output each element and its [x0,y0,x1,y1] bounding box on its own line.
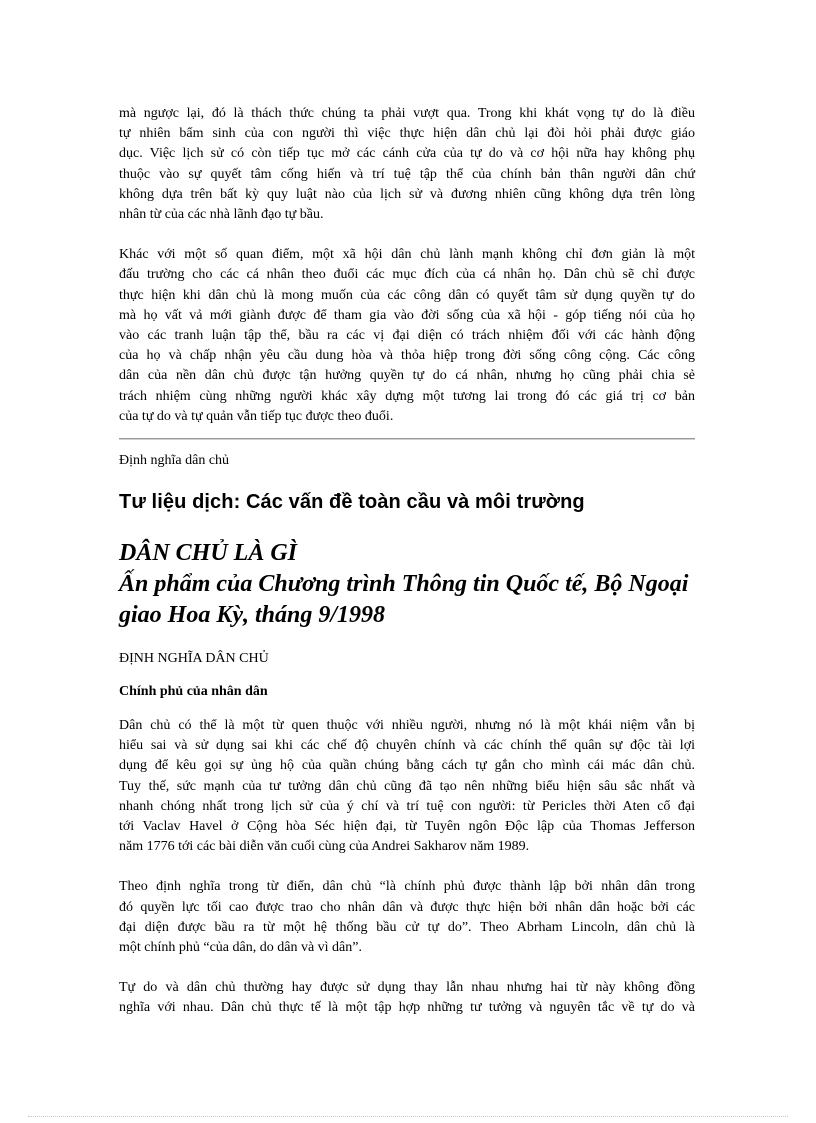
paragraph-line: của tự do và tự quản vẫn tiếp tục được theo đuổi. [119,408,394,424]
paragraph-line: Tuy thế, sức mạnh của tư tưởng dân chủ cũng đã tạo nên những biểu hiện sâu sắc nhất và [119,778,695,794]
paragraph-line: trách nhiệm cùng những người khác xây dựng một tương lai trong đó các giá trị cơ bản [119,388,695,404]
top-paragraphs [119,104,695,427]
paragraph-line: thuộc vào sự quyết tâm cống hiến và trí tuệ tập thể của chính bản thân người dân chứ [119,166,695,182]
paragraph-line: một chính phủ “của dân, do dân và vì dân”. [119,940,362,956]
paragraph-line: nhanh chóng nhất trong lịch sử của ý chí và trí tuệ con người: từ Pericles thời Aten cổ đại [119,798,695,814]
paragraph-line: Dân chủ có thể là một từ quen thuộc với nhiều người, nhưng nó là một khái niệm vẫn bị [119,718,695,734]
paragraph [119,104,695,225]
bottom-paragraphs [119,716,695,1019]
paragraph-line: mà ngược lại, đó là thách thức chúng ta phải vượt qua. Trong khi khát vọng tự do là điều [119,106,695,121]
paragraph [119,716,695,857]
document-content [119,104,695,1019]
paragraph [119,978,695,1018]
paragraph-line: Khác với một số quan điểm, một xã hội dân chủ lành mạnh không chỉ đơn giản là một [119,247,695,263]
paragraph-line: đó quyền lực tối cao được trao cho nhân dân và được thực hiện bởi nhân dân hoặc bởi các [119,899,695,915]
section-title: Tư liệu dịch: Các vấn đề toàn cầu và môi trường [119,491,585,514]
paragraph-line: dục. Việc lịch sử có còn tiếp tục mở các cánh cửa của tự do và cơ hội nữa hay không phụ [119,146,695,162]
paragraph-line: không dựa trên bất kỳ quy luật nào của lịch sử và đương nhiên cũng không dựa trên lòng [119,186,695,202]
paragraph-gap [119,857,695,877]
paragraph-gap [119,225,695,245]
paragraph-line: của họ và chấp nhận yêu cầu dung hòa và thỏa hiệp trong đời sống công cộng. Các công [119,348,695,364]
paragraph-line: đại diện được bầu ra từ một hệ thống bầu cử tự do”. Theo Abrham Lincoln, dân chủ là [119,919,695,935]
page-bottom-border [28,1116,788,1117]
paragraph [119,877,695,958]
paragraph-line: Theo định nghĩa trong từ điển, dân chủ “là chính phủ được thành lập bởi nhân dân trong [119,879,695,895]
paragraph-line: Tự do và dân chủ thường hay được sử dụng thay lẫn nhau nhưng hai từ này không đồng [119,980,695,996]
main-title [119,538,695,631]
paragraph-line: thực hiện khi dân chủ là mong muốn của các công dân có quyết tâm sử dụng quyền tự do [119,287,695,303]
paragraph-line: hiểu sai và sử dụng sai khi các chế độ chuyên chính và các chính thể quân sự độc tài lợi [119,738,695,754]
main-title-line-3: giao Hoa Kỳ, tháng 9/1998 [119,602,386,629]
paragraph-line: nghĩa với nhau. Dân chủ thực tế là một tập hợp những tư tưởng và nguyên tắc về tự do và [119,1000,695,1016]
paragraph [119,245,695,427]
definition-heading: ĐỊNH NGHĨA DÂN CHỦ [119,651,269,667]
paragraph-line: dân của nền dân chủ được tận hưởng quyền tự do cá nhân, nhưng họ cũng phải chia sẻ [119,368,695,384]
paragraph-line: nhân từ của các nhà lãnh đạo tự bầu. [119,207,324,223]
section-label: Định nghĩa dân chủ [119,453,230,469]
main-title-line-1: DÂN CHỦ LÀ GÌ [119,540,298,567]
paragraph-line: vào các tranh luận tập thể, bầu ra các vị đại diện có trách nhiệm đối với các hành động [119,328,695,344]
paragraph-line: đấu trường cho các cá nhân theo đuổi các mục đích của cá nhân họ. Dân chủ sẽ chỉ được [119,267,695,283]
horizontal-rule [119,438,695,440]
paragraph-line: mà họ vất vả mới giành được để tham gia vào đời sống của xã hội - góp tiếng nói của họ [119,307,695,323]
paragraph-line: tự nhiên bẩm sinh của con người thì việc thực hiện dân chủ lại đòi hỏi phải được giáo [119,126,695,142]
paragraph-line: dụng để kêu gọi sự ủng hộ của quần chúng bằng cách tự gắn cho mình cái mác dân chủ. [119,758,695,774]
paragraph-line: tới Vaclav Havel ở Cộng hòa Séc hiện đại, từ Tuyên ngôn Độc lập của Thomas Jefferson [119,819,695,835]
subheading: Chính phủ của nhân dân [119,684,268,700]
paragraph-line: năm 1776 tới các bài diễn văn cuối cùng của Andrei Sakharov năm 1989. [119,839,530,855]
main-title-line-2: Ấn phẩm của Chương trình Thông tin Quốc tế, Bộ Ngoại [119,571,689,598]
paragraph-gap [119,958,695,978]
